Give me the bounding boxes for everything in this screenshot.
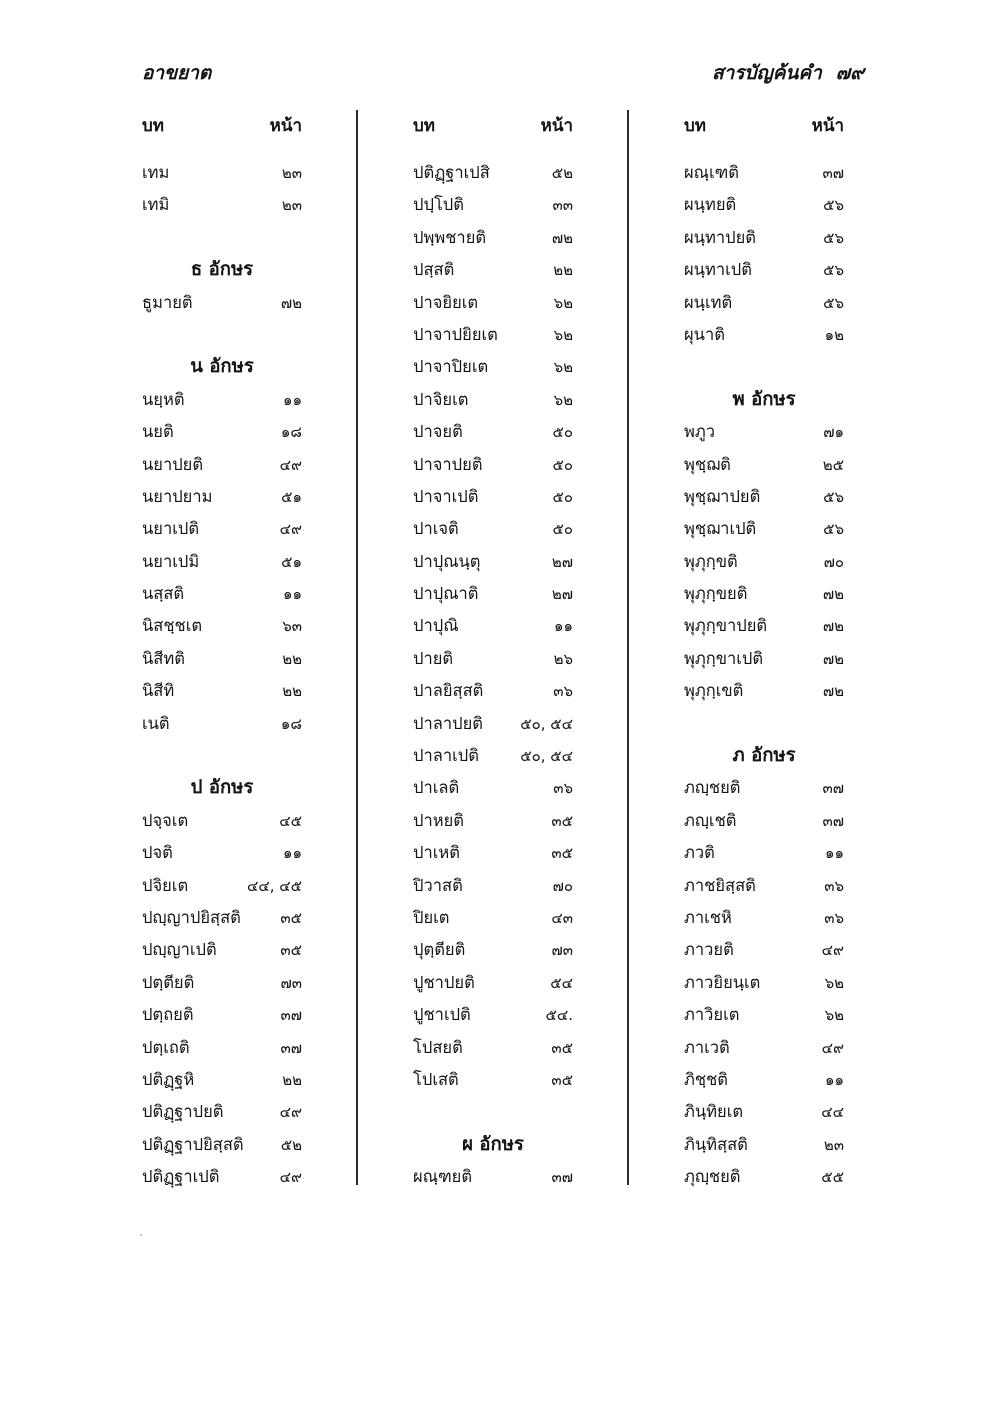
entry-page: ๑๘ xyxy=(280,423,302,442)
entry-page: ๖๒ xyxy=(553,390,573,409)
entry-word: ปจติ xyxy=(142,843,173,863)
index-entry xyxy=(413,967,573,999)
index-entry xyxy=(413,934,573,966)
entry-page: ๒๓ xyxy=(281,164,302,182)
entry-word: ปาปุณาติ xyxy=(413,584,479,604)
column-header xyxy=(142,110,302,142)
entry-word: ปปฺโปติ xyxy=(413,195,464,215)
entry-word: ภาวยติ xyxy=(684,940,734,960)
entry-page: ๗๒ xyxy=(822,617,844,636)
index-column-3 xyxy=(684,110,844,1194)
entry-page: ๖๒ xyxy=(553,358,573,377)
entry-page: ๓๕ xyxy=(551,1070,573,1089)
index-entry xyxy=(142,287,302,319)
index-entry xyxy=(413,578,573,610)
entry-word: ภุญฺชยติ xyxy=(684,1167,741,1187)
entry-word: ปาเลติ xyxy=(413,778,460,798)
entry-word: ผนฺทาเปติ xyxy=(684,260,752,280)
index-entry xyxy=(142,610,302,642)
entry-word: ปาลยิสฺสติ xyxy=(413,681,484,701)
entry-word: ผุนาติ xyxy=(684,324,725,344)
entry-page: ๔๙ xyxy=(821,1038,844,1057)
index-entry xyxy=(413,870,573,902)
index-entry xyxy=(142,1161,302,1193)
entry-word: พุชฺฌาเปติ xyxy=(684,519,757,539)
entry-word: ภาเวติ xyxy=(684,1037,730,1057)
index-entry xyxy=(413,772,573,804)
entry-word: ปาจาปิยเต xyxy=(413,357,489,377)
entry-page: ๕๖ xyxy=(823,196,844,215)
index-entry xyxy=(684,319,844,351)
index-entry xyxy=(413,254,573,286)
index-entry xyxy=(142,416,302,448)
entry-page: ๖๒ xyxy=(824,1006,844,1025)
section-heading: พ อักษร xyxy=(732,388,796,410)
section-heading: น อักษร xyxy=(190,356,254,378)
index-entry xyxy=(684,610,844,642)
index-entry xyxy=(413,1161,573,1193)
index-entry xyxy=(142,934,302,966)
entry-word: ปาจิยเต xyxy=(413,389,469,409)
entry-page: ๓๖ xyxy=(824,908,844,927)
entry-page: ๒๒ xyxy=(282,1070,302,1089)
index-entry xyxy=(413,416,573,448)
section-heading: ภ อักษร xyxy=(732,745,796,767)
index-entry xyxy=(413,513,573,545)
index-entry xyxy=(413,189,573,221)
entry-page: ๕๖ xyxy=(823,261,844,280)
entry-page: ๑๘ xyxy=(280,714,302,733)
index-entry xyxy=(684,189,844,221)
index-entry xyxy=(684,870,844,902)
index-entry xyxy=(142,643,302,675)
entry-page: ๕๒ xyxy=(551,164,573,182)
entry-page: ๑๒ xyxy=(824,325,844,344)
entry-word: นิสีทติ xyxy=(142,648,185,668)
column-header-page: หน้า xyxy=(269,116,302,136)
column-divider xyxy=(356,110,358,1185)
entry-page: ๓๕ xyxy=(551,844,573,863)
entry-word: ผณฺเฑติ xyxy=(684,163,740,182)
entry-page: ๗๐ xyxy=(552,876,573,895)
index-entry xyxy=(142,675,302,707)
header-contents-title: สารบัญค้นคำ xyxy=(711,62,822,84)
index-entry xyxy=(413,384,573,416)
index-entry xyxy=(142,157,302,189)
entry-page: ๒๖ xyxy=(553,649,573,668)
index-entry xyxy=(684,902,844,934)
entry-page: ๗๒ xyxy=(280,293,302,312)
entry-word: พุชฺฌติ xyxy=(684,454,731,474)
entry-page: ๕๐ xyxy=(552,423,573,442)
entry-page: ๗๒ xyxy=(822,649,844,668)
index-entry xyxy=(413,610,573,642)
index-entry xyxy=(413,1032,573,1064)
index-entry xyxy=(684,805,844,837)
entry-word: ปาจาเปติ xyxy=(413,486,479,506)
index-entry xyxy=(684,578,844,610)
entry-word: ปาหยติ xyxy=(413,810,464,830)
entry-page: ๔๕ xyxy=(279,811,302,830)
entry-word: ปตฺตียติ xyxy=(142,972,195,992)
entry-word: ภญฺเชติ xyxy=(684,810,737,830)
index-entry xyxy=(684,1064,844,1096)
entry-word: ภวติ xyxy=(684,843,715,863)
index-entry xyxy=(142,999,302,1031)
index-entry xyxy=(413,287,573,319)
index-entry xyxy=(142,449,302,481)
index-entry xyxy=(684,772,844,804)
index-column-1 xyxy=(142,110,302,1194)
entry-word: ภญฺชยติ xyxy=(684,778,741,798)
index-column-2 xyxy=(413,110,573,1194)
index-entry xyxy=(684,1032,844,1064)
entry-word: ปติฏฺฐาปยติ xyxy=(142,1102,224,1122)
entry-page: ๓๕ xyxy=(551,811,573,830)
index-entry xyxy=(142,384,302,416)
column-header-page: หน้า xyxy=(811,116,844,136)
index-entry xyxy=(684,837,844,869)
entry-page: ๗๒ xyxy=(822,682,844,701)
entry-word: นยาปยติ xyxy=(142,454,204,474)
index-entry xyxy=(413,837,573,869)
entry-word: ภาวยิยนฺเต xyxy=(684,972,761,992)
entry-word: นิสชฺชเต xyxy=(142,616,203,636)
column-header xyxy=(684,110,844,142)
index-entry xyxy=(684,675,844,707)
scan-speck xyxy=(140,1234,142,1236)
entry-page: ๕๒ xyxy=(280,1135,302,1154)
entry-word: นยาปยาม xyxy=(142,486,213,506)
entry-page: ๗๐ xyxy=(823,552,844,571)
index-entry xyxy=(413,805,573,837)
entry-page: ๔๔, ๔๕ xyxy=(247,876,302,895)
entry-word: ปตฺถยติ xyxy=(142,1005,194,1025)
entry-word: นิสีทิ xyxy=(142,681,175,701)
index-entry xyxy=(413,1064,573,1096)
entry-word: นสฺสติ xyxy=(142,584,185,604)
entry-page: ๕๑ xyxy=(281,552,302,571)
index-entry xyxy=(413,481,573,513)
index-entry xyxy=(142,578,302,610)
index-entry xyxy=(142,708,302,740)
index-entry xyxy=(413,902,573,934)
index-entry xyxy=(142,481,302,513)
entry-page: ๗๑ xyxy=(823,423,844,442)
entry-word: ปาลาเปติ xyxy=(413,746,479,766)
index-entry xyxy=(684,254,844,286)
column-header-page: หน้า xyxy=(540,116,573,136)
entry-word: ปุตฺตียติ xyxy=(413,940,466,960)
section-heading: ป อักษร xyxy=(190,777,254,799)
entry-word: ภาวิยเต xyxy=(684,1005,740,1025)
index-entry xyxy=(684,449,844,481)
entry-page: ๒๓ xyxy=(823,1135,844,1154)
entry-page: ๓๕ xyxy=(551,1038,573,1057)
entry-word: นยฺหติ xyxy=(142,389,185,409)
column-header-word: บท xyxy=(684,116,706,136)
entry-page: ๖๒ xyxy=(824,973,844,992)
entry-page: ๔๙ xyxy=(279,520,302,539)
entry-word: นยติ xyxy=(142,422,174,442)
entry-page: ๗๓ xyxy=(280,973,302,992)
index-entry xyxy=(142,1064,302,1096)
index-entry xyxy=(413,351,573,383)
entry-word: พุภุกฺเขติ xyxy=(684,681,744,701)
entry-word: ปาจยติ xyxy=(413,422,463,442)
entry-page: ๔๙ xyxy=(279,455,302,474)
entry-word: เนติ xyxy=(142,713,170,733)
index-entry xyxy=(142,870,302,902)
entry-page: ๒๗ xyxy=(551,552,573,571)
entry-word: ปติฏฺฐาปยิสฺสติ xyxy=(142,1134,244,1154)
entry-word: ปสฺสติ xyxy=(413,260,455,280)
entry-word: ภาเชหิ xyxy=(684,907,732,927)
entry-page: ๑๑ xyxy=(282,585,302,604)
index-entry xyxy=(142,1096,302,1128)
entry-page: ๔๔ xyxy=(821,1103,844,1122)
entry-page: ๓๗ xyxy=(822,779,844,798)
index-entry xyxy=(413,157,573,189)
entry-page: ๔๙ xyxy=(821,941,844,960)
entry-page: ๕๑ xyxy=(281,487,302,506)
entry-page: ๒๓ xyxy=(281,196,302,215)
column-header-word: บท xyxy=(142,116,164,136)
entry-word: ปาจาปยติ xyxy=(413,454,483,474)
entry-word: พุภุกฺขาเปติ xyxy=(684,648,764,668)
entry-word: ปาปุณิ xyxy=(413,616,459,636)
index-entry xyxy=(142,546,302,578)
entry-word: ผนฺเทติ xyxy=(684,292,733,312)
index-entry xyxy=(413,740,573,772)
entry-page: ๓๕ xyxy=(280,941,302,960)
entry-word: ปตฺเถติ xyxy=(142,1037,190,1057)
index-entry xyxy=(684,513,844,545)
index-entry xyxy=(142,1032,302,1064)
index-entry xyxy=(142,513,302,545)
entry-word: ปาเหติ xyxy=(413,843,460,863)
entry-word: ปพฺพชายติ xyxy=(413,227,487,247)
entry-word: โปสยติ xyxy=(413,1037,463,1057)
entry-word: พุภุกฺขาปยติ xyxy=(684,616,768,636)
entry-page: ๒๒ xyxy=(553,261,573,280)
entry-word: ปติฏฺฐาเปติ xyxy=(142,1167,220,1187)
entry-word: พุชฺฌาปยติ xyxy=(684,486,761,506)
entry-page: ๕๖ xyxy=(823,293,844,312)
entry-word: โปเสติ xyxy=(413,1069,459,1089)
entry-word: เทม xyxy=(142,163,170,182)
section-heading: ผ อักษร xyxy=(462,1133,524,1155)
entry-word: ปติฏฺฐาเปสิ xyxy=(413,163,490,182)
index-entry xyxy=(413,222,573,254)
index-entry xyxy=(413,546,573,578)
entry-page: ๓๗ xyxy=(280,1038,302,1057)
entry-word: ปจิยเต xyxy=(142,875,189,895)
entry-page: ๓๖ xyxy=(824,876,844,895)
entry-word: ปูชาเปติ xyxy=(413,1005,471,1025)
entry-word: ปาปุณนฺตุ xyxy=(413,551,481,571)
entry-page: ๒๒ xyxy=(282,682,302,701)
entry-word: ปญฺญาปยิสฺสติ xyxy=(142,907,241,927)
entry-page: ๗๓ xyxy=(551,941,573,960)
index-entry xyxy=(684,1129,844,1161)
entry-word: ภิชฺชติ xyxy=(684,1069,728,1089)
entry-page: ๑๑ xyxy=(824,844,844,863)
entry-word: นยาเปมิ xyxy=(142,551,200,571)
section-heading: ธ อักษร xyxy=(190,259,254,281)
entry-word: ปิยเต xyxy=(413,907,450,927)
entry-word: ปจฺจเต xyxy=(142,810,189,830)
entry-page: ๓๖ xyxy=(553,682,573,701)
entry-page: ๕๔ xyxy=(550,973,573,992)
entry-word: เทมิ xyxy=(142,195,170,215)
index-entry xyxy=(684,481,844,513)
entry-page: ๕๐, ๕๔ xyxy=(520,747,573,766)
entry-page: ๔๓ xyxy=(551,908,573,927)
entry-word: ปายติ xyxy=(413,648,454,668)
entry-word: ธูมายติ xyxy=(142,292,193,312)
entry-page: ๓๖ xyxy=(553,779,573,798)
entry-page: ๖๒ xyxy=(553,325,573,344)
entry-page: ๒๕ xyxy=(822,455,844,474)
entry-word: ภินฺทิสฺสติ xyxy=(684,1134,748,1154)
entry-word: ผนฺทาปยติ xyxy=(684,227,756,247)
entry-page: ๕๔. xyxy=(545,1006,573,1025)
entry-word: ผณฺฑยติ xyxy=(413,1167,473,1187)
entry-word: ปาจาปยิยเต xyxy=(413,324,498,344)
index-entry xyxy=(684,157,844,189)
entry-page: ๖๒ xyxy=(553,293,573,312)
entry-page: ๑๑ xyxy=(824,1070,844,1089)
index-entry xyxy=(142,189,302,221)
index-entry xyxy=(684,934,844,966)
entry-page: ๕๐ xyxy=(552,487,573,506)
index-entry xyxy=(684,643,844,675)
column-header-word: บท xyxy=(413,116,435,136)
entry-page: ๑๑ xyxy=(282,390,302,409)
index-entry xyxy=(142,1129,302,1161)
index-entry xyxy=(684,1096,844,1128)
entry-page: ๕๕ xyxy=(821,1168,844,1187)
entry-page: ๑๑ xyxy=(282,844,302,863)
header-section-title: อาขยาต xyxy=(142,62,212,84)
entry-page: ๒๒ xyxy=(282,649,302,668)
index-entry xyxy=(413,449,573,481)
entry-word: นยาเปติ xyxy=(142,519,200,539)
entry-page: ๕๐, ๕๔ xyxy=(520,714,573,733)
entry-page: ๓๗ xyxy=(280,1006,302,1025)
entry-page: ๓๗ xyxy=(822,811,844,830)
entry-page: ๕๖ xyxy=(823,487,844,506)
index-entry xyxy=(684,416,844,448)
index-entry xyxy=(142,902,302,934)
header-right xyxy=(712,58,864,88)
entry-page: ๗๒ xyxy=(551,228,573,247)
entry-word: ปญฺญาเปติ xyxy=(142,940,217,960)
entry-word: ปติฏฺฐหิ xyxy=(142,1069,195,1089)
entry-page: ๔๙ xyxy=(279,1168,302,1187)
entry-page: ๑๑ xyxy=(553,617,573,636)
index-entry xyxy=(413,643,573,675)
entry-word: ผนฺทยติ xyxy=(684,195,737,215)
index-entry xyxy=(142,805,302,837)
entry-page: ๓๗ xyxy=(822,164,844,182)
index-entry xyxy=(684,287,844,319)
page-number: ๗๙ xyxy=(835,62,864,84)
entry-word: ปูชาปยติ xyxy=(413,972,475,992)
entry-page: ๖๓ xyxy=(282,617,302,636)
entry-word: ปิวาสติ xyxy=(413,875,463,895)
entry-page: ๕๐ xyxy=(552,455,573,474)
index-entry xyxy=(684,546,844,578)
entry-word: ปาจยิยเต xyxy=(413,292,479,312)
index-entry xyxy=(413,999,573,1031)
entry-page: ๓๕ xyxy=(280,908,302,927)
index-entry xyxy=(413,708,573,740)
column-divider xyxy=(627,110,629,1185)
entry-word: พุภุกฺขติ xyxy=(684,551,738,571)
entry-page: ๕๖ xyxy=(823,520,844,539)
entry-word: ภินฺทิยเต xyxy=(684,1102,744,1122)
index-entry xyxy=(684,222,844,254)
column-header xyxy=(413,110,573,142)
index-entry xyxy=(684,1161,844,1193)
entry-page: ๗๒ xyxy=(822,585,844,604)
entry-page: ๒๗ xyxy=(551,585,573,604)
index-entry xyxy=(142,967,302,999)
entry-page: ๔๙ xyxy=(279,1103,302,1122)
entry-page: ๓๗ xyxy=(551,1168,573,1187)
entry-page: ๕๐ xyxy=(552,520,573,539)
entry-word: พภูว xyxy=(684,422,716,442)
entry-page: ๕๖ xyxy=(823,228,844,247)
index-entry xyxy=(684,967,844,999)
index-entry xyxy=(413,675,573,707)
index-entry xyxy=(413,319,573,351)
index-entry xyxy=(142,837,302,869)
entry-word: พุภุกฺขยติ xyxy=(684,584,748,604)
entry-word: ปาเจติ xyxy=(413,519,459,539)
index-entry xyxy=(684,999,844,1031)
entry-word: ปาลาปยติ xyxy=(413,713,483,733)
entry-page: ๓๓ xyxy=(552,196,573,215)
entry-word: ภาชยิสฺสติ xyxy=(684,875,756,895)
